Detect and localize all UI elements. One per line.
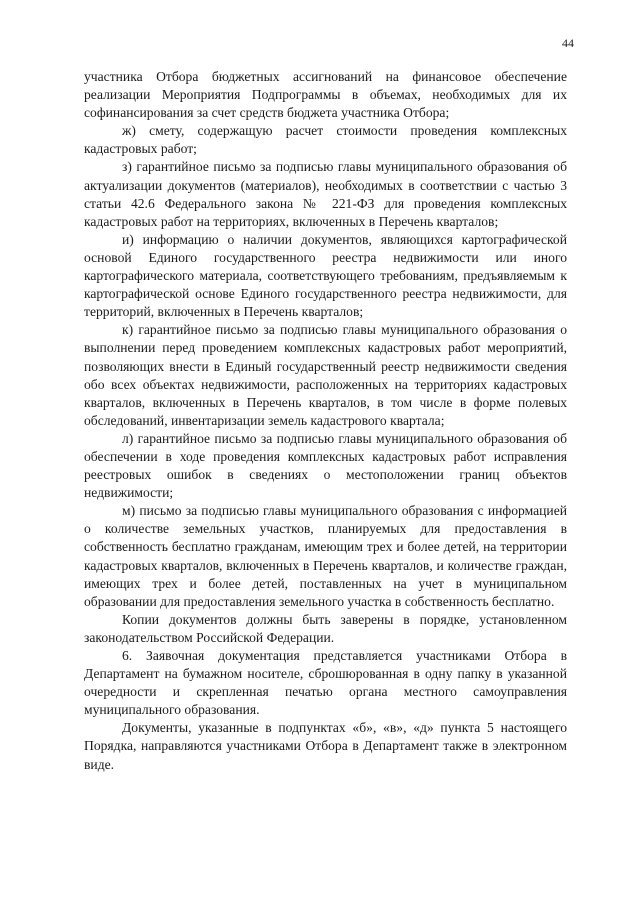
- paragraph: з) гарантийное письмо за подписью главы муниципального образования об актуализации документов (материалов), необходимых в соответствии с частью 3 статьи 42.6 Федерального закона № 221-ФЗ для проведения комплексных кадастровых работ на территориях, включенных в Перечень кварталов;: [84, 159, 567, 229]
- page-number: 44: [562, 36, 574, 50]
- paragraph: 6. Заявочная документация представляется участниками Отбора в Департамент на бумажном носителе, сброшюрованная в одну папку в указанной очередности и скрепленная печатью органа местного самоуправления муниципального образования.: [84, 648, 567, 718]
- paragraph: участника Отбора бюджетных ассигнований на финансовое обеспечение реализации Мероприятия Подпрограммы в объемах, необходимых для их софинансирования за счет средств бюджета участника Отбора;: [84, 69, 567, 121]
- paragraph: к) гарантийное письмо за подписью главы муниципального образования о выполнении перед проведением комплексных кадастровых работ мероприятий, позволяющих внести в Единый государственный реестр недвижимости сведения обо всех объектах недвижимости, расположенных на территориях кадастровых кварталов, включенных в Перечень кварталов, в том числе в форме полевых обследований, инвентаризации земель кадастрового квартала;: [84, 322, 567, 428]
- paragraph: и) информацию о наличии документов, являющихся картографической основой Единого государственного реестра недвижимости или иного картографического материала, соответствующего требованиям, предъявляемым к картографической основе Единого государственного реестра недвижимости, для территорий, включенных в Перечень кварталов;: [84, 231, 567, 320]
- paragraph: ж) смету, содержащую расчет стоимости проведения комплексных кадастровых работ;: [84, 123, 567, 157]
- document-body: [84, 68, 567, 774]
- paragraph: Документы, указанные в подпунктах «б», «в», «д» пункта 5 настоящего Порядка, направляются участниками Отбора в Департамент также в электронном виде.: [84, 720, 567, 772]
- paragraph: л) гарантийное письмо за подписью главы муниципального образования об обеспечении в ходе проведения комплексных кадастровых работ исправления реестровых ошибок в сведениях о местоположении границ объектов недвижимости;: [84, 430, 567, 501]
- paragraph: Копии документов должны быть заверены в порядке, установленном законодательством Российской Федерации.: [84, 611, 567, 645]
- paragraph: м) письмо за подписью главы муниципального образования с информацией о количестве земельных участков, планируемых для предоставления в собственность бесплатно гражданам, имеющим трех и более детей, на территории кадастровых кварталов, включенных в Перечень кварталов, и количестве граждан, имеющих трех и более детей, поставленных на учет в муниципальном образовании для предоставления земельного участка в собственность бесплатно.: [84, 503, 567, 609]
